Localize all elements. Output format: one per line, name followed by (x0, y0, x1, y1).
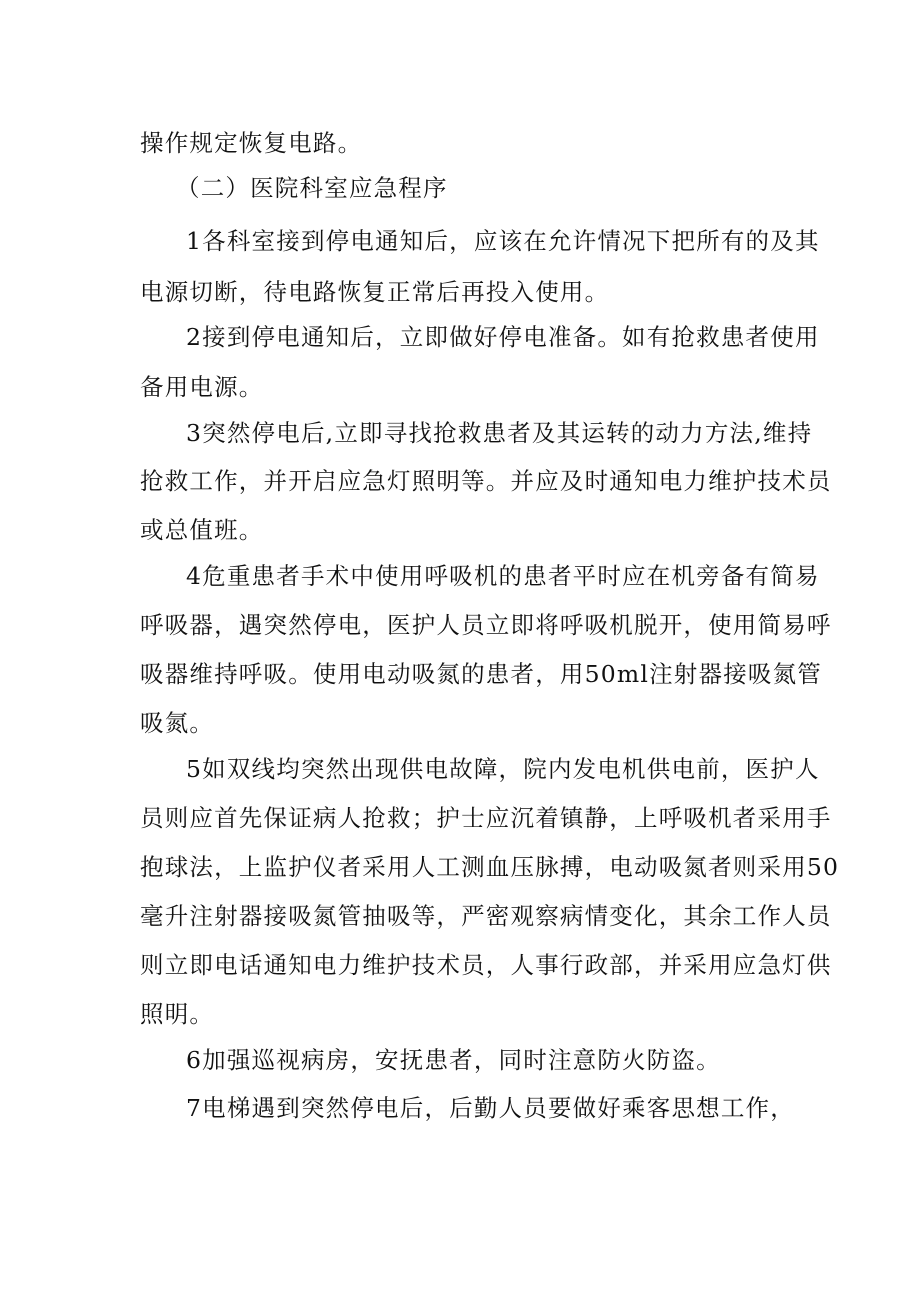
line-11: 呼吸器，遇突然停电，医护人员立即将呼吸机脱开，使用简易呼 (140, 611, 832, 639)
line-10: 4危重患者手术中使用呼吸机的患者平时应在机旁备有简易 (186, 562, 820, 590)
line-19: 照明。 (140, 1000, 215, 1028)
line-6: 备用电源。 (140, 373, 264, 401)
line-21: 7电梯遇到突然停电后，后勤人员要做好乘客思想工作， (186, 1094, 795, 1122)
line-3: 1各科室接到停电通知后，应该在允许情况下把所有的及其 (186, 227, 820, 255)
line-13: 吸氮。 (140, 709, 215, 737)
line-9: 或总值班。 (140, 516, 264, 544)
line-17: 毫升注射器接吸氮管抽吸等，严密观察病情变化，其余工作人员 (140, 902, 832, 930)
line-8: 抢救工作，并开启应急灯照明等。并应及时通知电力维护技术员 (140, 467, 832, 495)
line-14: 5如双线均突然出现供电故障，院内发电机供电前，医护人 (186, 755, 820, 783)
line-5: 2接到停电通知后，立即做好停电准备。如有抢救患者使用 (186, 323, 820, 351)
line-4: 电源切断，待电路恢复正常后再投入使用。 (140, 278, 610, 306)
line-12: 吸器维持呼吸。使用电动吸氮的患者，用50ml注射器接吸氮管 (140, 660, 823, 688)
line-18: 则立即电话通知电力维护技术员，人事行政部，并采用应急灯供 (140, 951, 832, 979)
line-15: 员则应首先保证病人抢救；护士应沉着镇静，上呼吸机者采用手 (140, 804, 832, 832)
line-7: 3突然停电后,立即寻找抢救患者及其运转的动力方法,维持 (186, 419, 813, 447)
line-20: 6加强巡视病房，安抚患者，同时注意防火防盗。 (186, 1046, 721, 1074)
line-1: 操作规定恢复电路。 (140, 129, 363, 157)
section-heading: （二）医院科室应急程序 (176, 174, 448, 202)
line-16: 抱球法，上监护仪者采用人工测血压脉搏，电动吸氮者则采用50 (140, 853, 840, 881)
